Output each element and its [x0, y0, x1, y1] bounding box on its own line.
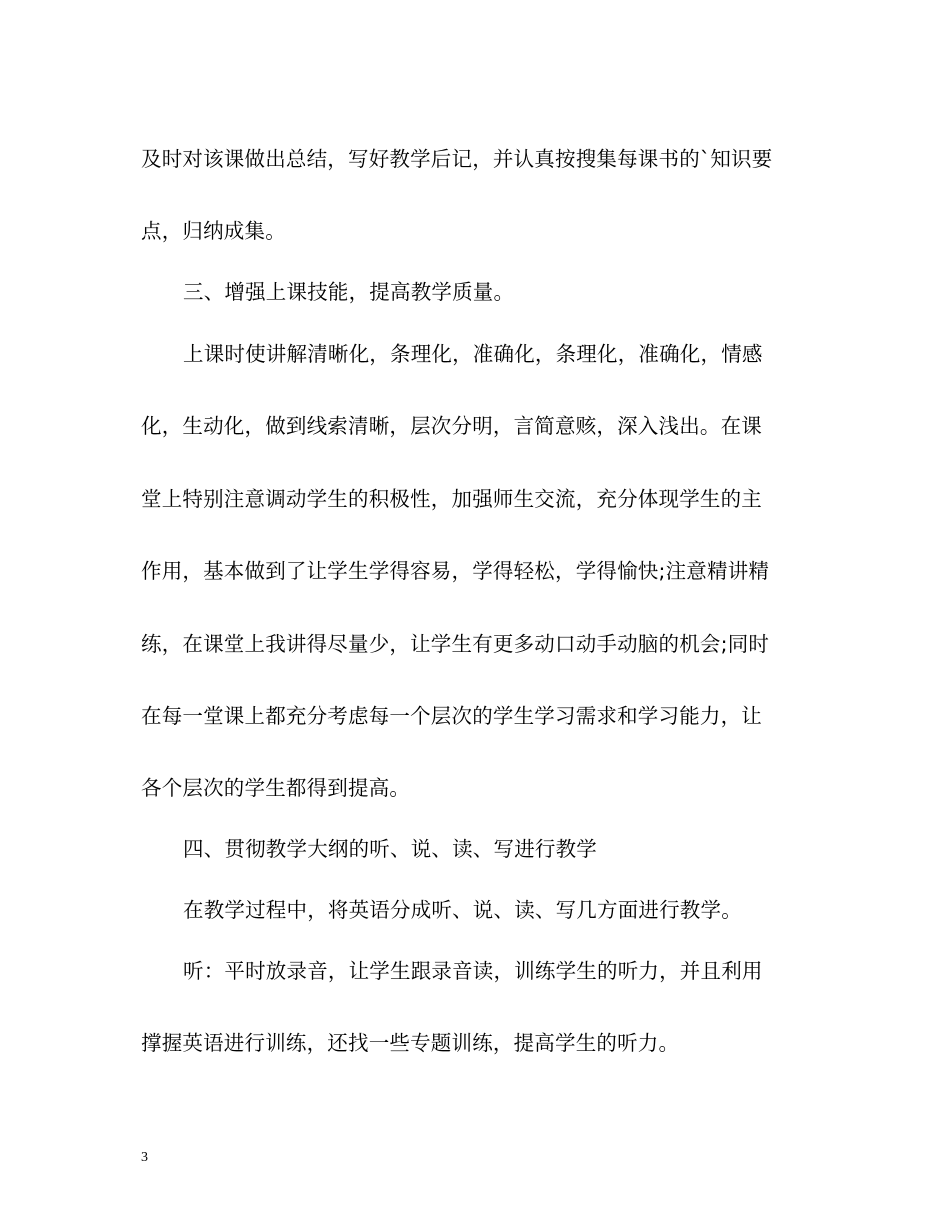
body-text-line: 作用，基本做到了让学生学得容易，学得轻松，学得愉快;注意精讲精 [141, 559, 770, 583]
body-text-line: 各个层次的学生都得到提高。 [141, 776, 411, 800]
body-text-line: 在每一堂课上都充分考虑每一个层次的学生学习需求和学习能力，让 [141, 704, 762, 728]
section-heading: 四、贯彻教学大纲的听、说、读、写进行教学 [183, 837, 597, 861]
body-text-line: 化，生动化，做到线索清晰，层次分明，言简意赅，深入浅出。在课 [141, 414, 762, 438]
body-text-line: 在教学过程中，将英语分成听、说、读、写几方面进行教学。 [183, 898, 742, 922]
body-text-line: 及时对该课做出总结，写好教学后记，并认真按搜集每课书的`知识要 [141, 147, 773, 171]
body-text-line: 撑握英语进行训练，还找一些专题训练，提高学生的听力。 [141, 1031, 680, 1055]
body-text-line: 练，在课堂上我讲得尽量少，让学生有更多动口动手动脑的机会;同时 [141, 632, 770, 656]
section-heading: 三、增强上课技能，提高教学质量。 [183, 280, 515, 304]
body-text-line: 点，归纳成集。 [141, 219, 286, 243]
body-text-line: 听：平时放录音，让学生跟录音读，训练学生的听力，并且利用 [183, 959, 763, 983]
body-text-line: 上课时使讲解清晰化，条理化，准确化，条理化，准确化，情感 [183, 342, 763, 366]
body-text-line: 堂上特别注意调动学生的积极性，加强师生交流，充分体现学生的主 [141, 487, 762, 511]
page-number: 3 [141, 1150, 148, 1165]
